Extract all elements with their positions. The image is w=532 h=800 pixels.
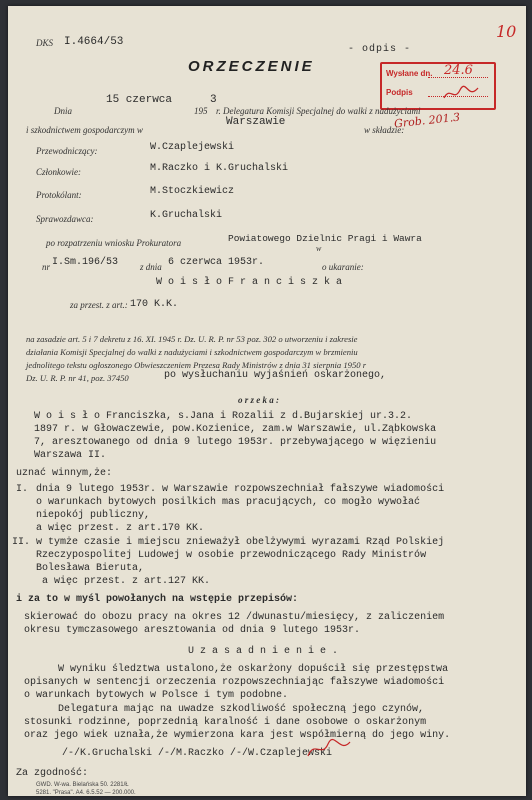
offense-label: za przest. z art.: — [70, 300, 128, 310]
count-line: Bolesława Bieruta, — [36, 563, 145, 574]
stamp-signature-icon — [442, 84, 482, 104]
nr-value: I.Sm.196/53 — [52, 257, 119, 268]
count-number: II. — [12, 537, 31, 548]
justification-line: o warunkach bytowych w Polsce i tym podobne. — [24, 690, 289, 701]
justification-line: opisanych w sentencji orzeczenia rozpowszechniając fałszywe wiadomości — [24, 677, 445, 688]
count-line: w tymże czasie i miejscu znieważył obelżywymi wyrazami Rząd Polskiej — [36, 537, 445, 548]
motion-date-label: z dnia — [140, 262, 162, 272]
legal-basis-line: Dz. U. R. P. nr 41, poz. 37450 — [26, 373, 129, 383]
verdict-line: W o i s ł o Franciszka, s.Jana i Rozalii z d.Bujarskiej ur.3.2. — [34, 411, 413, 422]
basis-text: i za to w myśl powołanych na wstępie przepisów: — [16, 594, 299, 605]
motion-w: w — [316, 244, 322, 253]
delegation-text: r. Delegatura Komisji Specjalnej do walki z nadużyciami — [216, 106, 421, 116]
count-line: a więc przest. z art.170 KK. — [36, 523, 205, 534]
justification-line: W wyniku śledztwa ustalono,że oskarżony dopuścił się przestępstwa — [58, 664, 449, 675]
delegation-line2: i szkodnictwem gospodarczym w — [26, 125, 143, 135]
reporter-value: K.Gruchalski — [150, 210, 223, 221]
hearing-text: po wysłuchaniu wyjaśnień oskarżonego, — [164, 370, 387, 381]
accused-name: W o i s ł o F r a n c i s z k a — [156, 277, 343, 288]
document-page — [8, 6, 526, 796]
legal-basis-line: działania Komisji Specjalnej do walki z nadużyciami i szkodnictwem gospodarczym w brzmieniu — [26, 347, 358, 357]
signatures: /-/K.Gruchalski /-/M.Raczko /-/W.Czaplejewski — [62, 748, 333, 759]
count-line: a więc przest. z art.127 KK. — [42, 576, 211, 587]
clerk-label: Protokólant: — [36, 190, 82, 200]
date-prefix: Dnia — [54, 106, 72, 116]
city: Warszawie — [226, 116, 286, 128]
document-title: ORZECZENIE — [188, 58, 315, 75]
verdict-line: 1897 r. w Głowaczewie, pow.Kozienice, zam.w Warszawie, ul.Ząbkowska — [34, 424, 437, 435]
print-info: GWD. W-wa. Bielańska 50. 2281/Ł — [36, 782, 129, 788]
justification-line: oraz jego wiek uznała,że wymierzona kara jest współmierną do jego winy. — [24, 730, 451, 741]
reporter-label: Sprawozdawca: — [36, 214, 94, 224]
composition-label: w składzie: — [364, 125, 405, 135]
justification-line: stosunki rodzinne, poprzednią karalność i dane osobowe o oskarżonym — [24, 717, 427, 728]
count-line: dnia 9 lutego 1953r. w Warszawie rozpowszechniał fałszywe wiadomości — [36, 484, 445, 495]
legal-basis-line: na zasadzie art. 5 i 7 dekretu z 16. XI. 1945 r. Dz. U. R. P. nr 53 poz. 302 o utworzeniu i zakresie — [26, 334, 358, 344]
stamp-sent-value: 24.6 — [444, 63, 473, 78]
dispatch-stamp — [380, 62, 496, 110]
stamp-signature-label: Podpis — [386, 88, 413, 97]
count-line: o warunkach bytowych posilkich mas pracujących, co mogło wywołać — [36, 497, 421, 508]
count-line: niepokój publiczny, — [36, 510, 151, 521]
verdict-heading: o r z e k a : — [238, 395, 279, 405]
page-number: 10 — [496, 22, 517, 41]
members-label: Członkowie: — [36, 167, 81, 177]
clerk-value: M.Stoczkiewicz — [150, 186, 235, 197]
handwritten-signature-icon — [304, 736, 354, 762]
date-year-printed: 195 — [194, 106, 208, 116]
nr-label: nr — [42, 262, 51, 272]
chair-label: Przewodniczący: — [36, 146, 98, 156]
motion-label: po rozpatrzeniu wniosku Prokuratora — [46, 238, 182, 248]
justification-line: Delegatura mając na uwadze szkodliwość społeczną jego czynów, — [58, 704, 425, 715]
stamp-sent-label: Wysłane dn. — [386, 69, 433, 78]
punish-label: o ukaranie: — [322, 262, 364, 272]
copy-mark: - odpis - — [348, 44, 412, 55]
legal-basis-line: jednolitego tekstu ogłoszonego Obwieszczeniem Prezesa Rady Ministrów z dnia 31 sierpnia 1950 r — [26, 360, 367, 370]
verdict-line: 7, aresztowanego od dnia 9 lutego 1953r. przebywającego w więzieniu — [34, 437, 437, 448]
date-year-digit: 3 — [210, 94, 217, 106]
sentence-line: skierować do obozu pracy na okres 12 /dwunastu/miesięcy, z zaliczeniem — [24, 612, 445, 623]
justification-heading: U z a s a d n i e n i e . — [188, 646, 339, 657]
count-number: I. — [16, 484, 29, 495]
conformity-label: Za zgodność: — [16, 768, 89, 779]
members-value: M.Raczko i K.Gruchalski — [150, 163, 289, 174]
date-day-month: 15 czerwca — [106, 94, 173, 106]
count-line: Rzeczypospolitej Ludowej w osobie przewodniczącego Rady Ministrów — [36, 550, 427, 561]
handwritten-note: Grob. 201.3 — [393, 110, 461, 131]
prosecutor: Powiatowego Dzielnic Pragi i Wawra — [228, 233, 422, 244]
sentence-line: okresu tymczasowego aresztowania od dnia 9 lutego 1953r. — [24, 625, 361, 636]
ref-number: I.4664/53 — [64, 36, 124, 48]
print-info: 5281. "Prasa". A4. 6.5.52 — 200.000. — [36, 790, 136, 796]
offense-value: 170 K.K. — [130, 299, 179, 310]
motion-date-value: 6 czerwca 1953r. — [168, 257, 265, 268]
verdict-line: Warszawa II. — [34, 450, 107, 461]
dks-label: DKS — [36, 38, 54, 48]
chair-value: W.Czaplejewski — [150, 142, 235, 153]
guilty-text: uznać winnym,że: — [16, 468, 113, 479]
